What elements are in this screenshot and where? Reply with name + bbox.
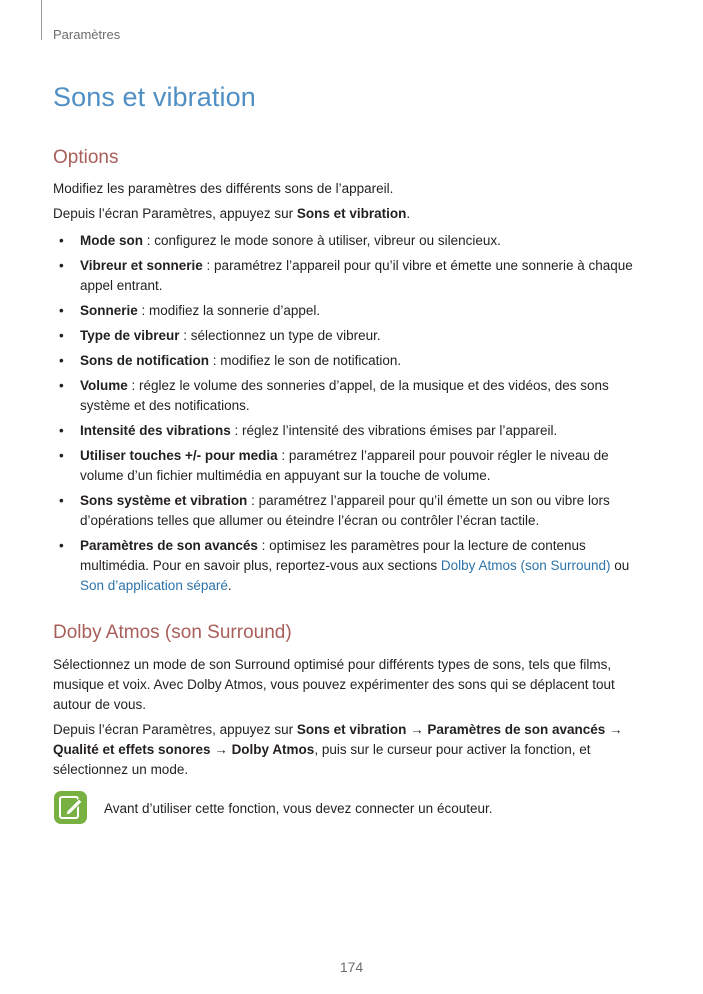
item-term: Volume (80, 378, 128, 393)
page-number: 174 (339, 959, 364, 975)
section-heading-options: Options (53, 147, 119, 168)
menu-path-sons-et-vibration: Sons et vibration (296, 206, 407, 221)
item-term: Vibreur et sonnerie (80, 258, 203, 273)
running-head: Paramètres (53, 27, 121, 42)
item-term: Sons de notification (80, 353, 210, 368)
bullet: • (59, 423, 64, 438)
list-item (53, 326, 653, 346)
item-term: Mode son (80, 233, 143, 248)
page-title: Sons et vibration (53, 82, 256, 112)
bullet: • (59, 258, 64, 273)
dolby-description: Sélectionnez un mode de son Surround optimisé pour différents types de sons, tels que films, musique et voix. Avec Dolby Atmos, vous pouvez expérimenter des sons qui se déplacent tout autour de vous. (53, 657, 615, 712)
item-description: : paramétrez l’appareil pour qu’il émette un son ou vibre lors d’opérations telles que allumer ou éteindre l’écran ou contrôler l’écran tactile. (80, 493, 610, 528)
item-description: : paramétrez l’appareil pour pouvoir régler le niveau de volume d’un fichier multimédia en appuyant sur la touche de volume. (80, 448, 609, 483)
item-description: : modifiez la sonnerie d’appel. (137, 303, 321, 318)
list-item (53, 376, 653, 416)
list-item (53, 231, 653, 251)
bullet: • (59, 493, 64, 508)
bullet: • (59, 328, 64, 343)
item-term: Paramètres de son avancés (80, 538, 258, 553)
bullet: • (59, 448, 64, 463)
bullet: • (59, 538, 64, 553)
note-pencil-icon (54, 791, 87, 824)
item-description: : réglez l’intensité des vibrations émises par l’appareil. (230, 423, 558, 438)
item-description: : sélectionnez un type de vibreur. (179, 328, 381, 343)
list-item: • Paramètres de son avancés : optimisez les paramètres pour la lecture de contenus multimédia. Pour en savoir plus, reportez-vous aux sections Dolby Atmos (son Surround) ou Son d’application séparé. (59, 538, 630, 593)
dolby-path: Depuis l’écran Paramètres, appuyez sur Sons et vibration → Paramètres de son avancés → Qualité et effets sonores → Dolby Atmos, puis sur le curseur pour activer la fonction, et sélectionnez un mode. (53, 722, 623, 777)
header-rule (41, 0, 42, 40)
options-path: Depuis l’écran Paramètres, appuyez sur Sons et vibration. (53, 206, 411, 221)
link-dolby-atmos[interactable]: Dolby Atmos (son Surround) (440, 558, 611, 573)
item-term: Intensité des vibrations (80, 423, 231, 438)
list-item (53, 351, 653, 371)
item-term: Sons système et vibration (80, 493, 248, 508)
bullet: • (59, 303, 64, 318)
bullet: • (59, 233, 64, 248)
item-term: Sonnerie (80, 303, 138, 318)
link-son-application-separe[interactable]: Son d’application séparé (80, 578, 228, 593)
item-description: : configurez le mode sonore à utiliser, vibreur ou silencieux. (143, 233, 501, 248)
item-description: : paramétrez l’appareil pour qu’il vibre et émette une sonnerie à chaque appel entrant. (80, 258, 633, 293)
note-text: Avant d’utiliser cette fonction, vous devez connecter un écouteur. (104, 801, 493, 816)
list-item (53, 421, 653, 441)
bullet: • (59, 353, 64, 368)
item-term: Utiliser touches +/- pour media (80, 448, 278, 463)
item-term: Type de vibreur (80, 328, 180, 343)
options-list (53, 231, 653, 601)
options-intro: Modifiez les paramètres des différents sons de l’appareil. (53, 181, 394, 196)
list-item (53, 491, 653, 531)
item-description: : réglez le volume des sonneries d’appel, de la musique et des vidéos, des sons système et des notifications. (80, 378, 609, 413)
item-description: : modifiez le son de notification. (209, 353, 402, 368)
bullet: • (59, 378, 64, 393)
list-item (53, 301, 653, 321)
list-item (53, 446, 653, 486)
list-item (53, 256, 653, 296)
section-heading-dolby-atmos: Dolby Atmos (son Surround) (53, 622, 292, 643)
